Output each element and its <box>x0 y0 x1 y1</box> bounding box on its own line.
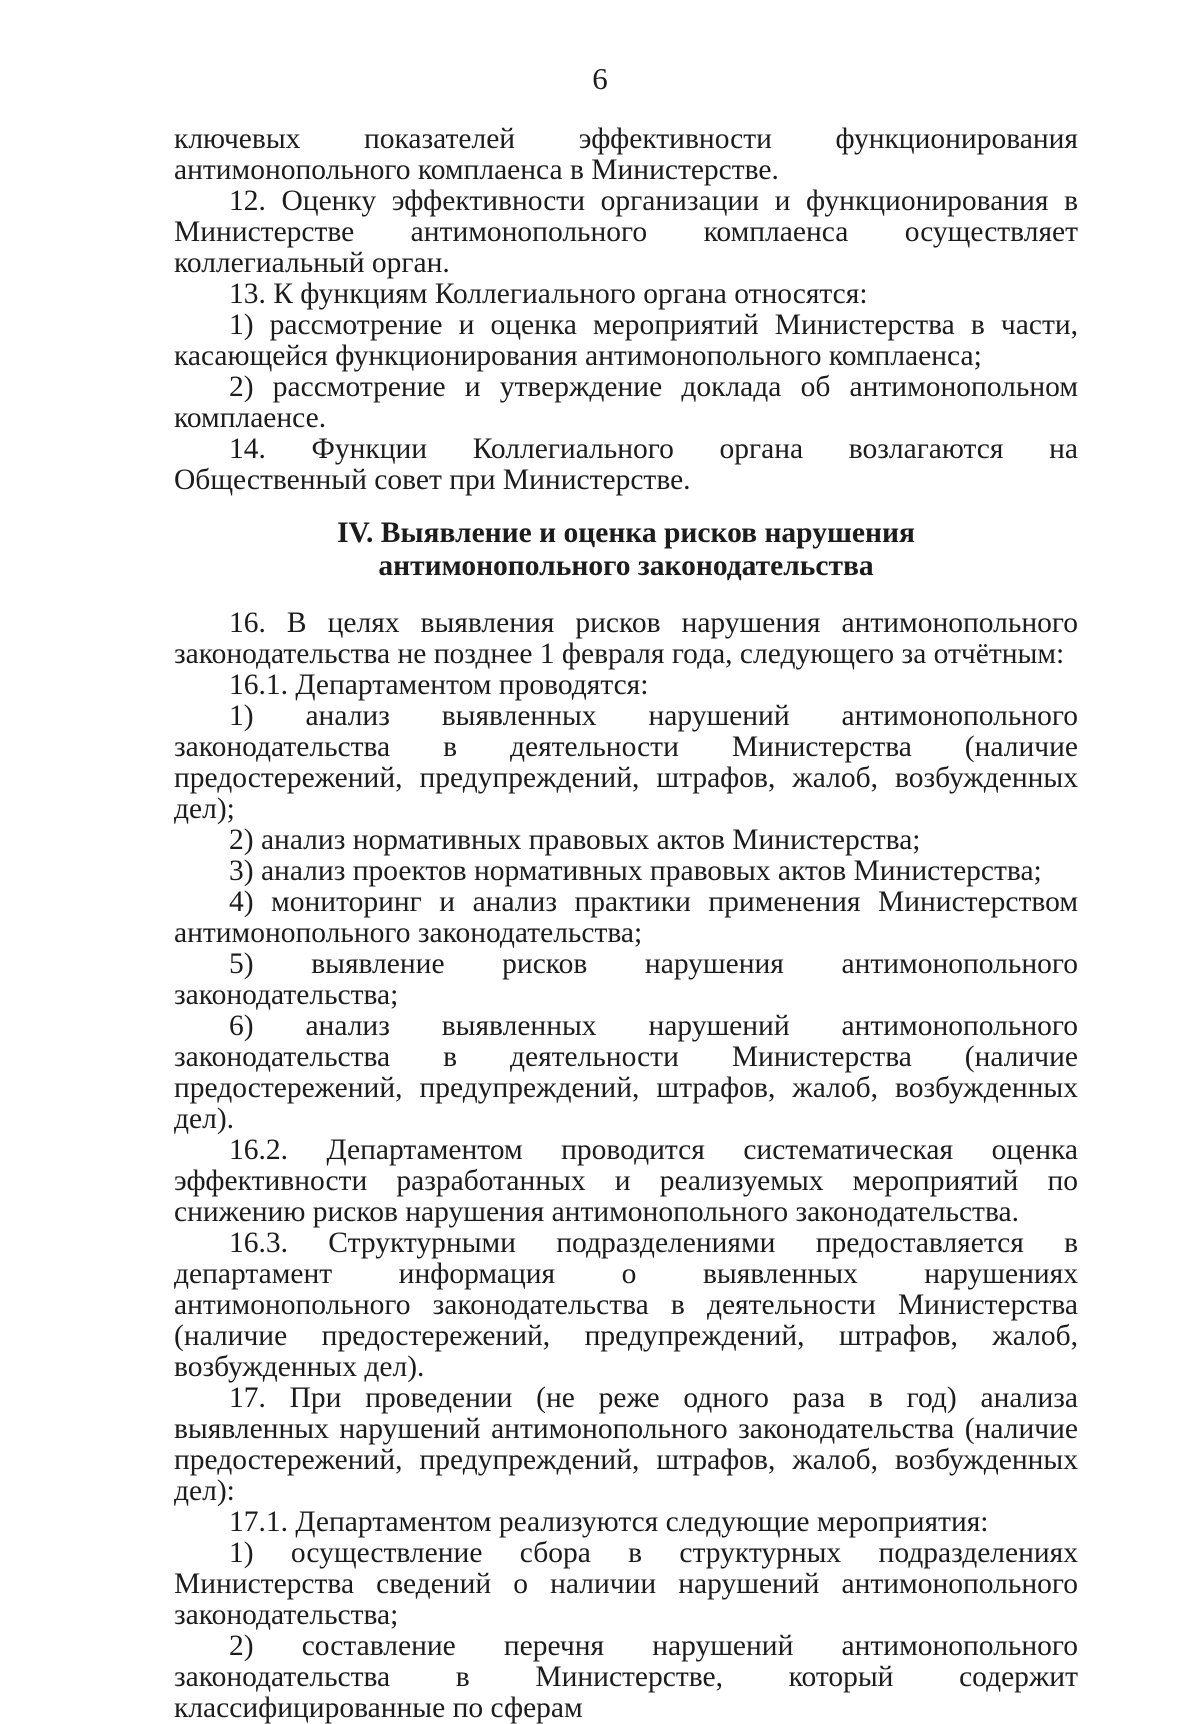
text-block-top <box>174 124 1078 496</box>
paragraph-16-1-item-4: 4) мониторинг и анализ практики применения Министерством антимонопольного законодательства; <box>174 886 1078 949</box>
paragraph-16-1: 16.1. Департаментом проводятся: <box>229 669 649 701</box>
paragraph-16-1-item-3: 3) анализ проектов нормативных правовых актов Министерства; <box>229 855 1042 887</box>
page-number: 6 <box>592 61 608 96</box>
paragraph-16-2: 16.2. Департаментом проводится систематическая оценка эффективности разработанных и реализуемых мероприятий по снижению рисков нарушения антимонопольного законодательства. <box>174 1134 1078 1228</box>
paragraph-16: 16. В целях выявления рисков нарушения антимонопольного законодательства не позднее 1 февраля года, следующего за отчётным: <box>174 607 1078 670</box>
paragraph-16-1-item-2: 2) анализ нормативных правовых актов Министерства; <box>229 824 921 856</box>
section-heading-line-2: антимонопольного законодательства <box>378 550 874 582</box>
paragraph-17-1-item-1: 1) осуществление сбора в структурных подразделениях Министерства сведений о наличии нарушений антимонопольного законодательства; <box>174 1537 1078 1631</box>
paragraph-16-1-item-1: 1) анализ выявленных нарушений антимонопольного законодательства в деятельности Министерства (наличие предостережений, предупреждений, штрафов, жалоб, возбужденных дел); <box>174 700 1078 825</box>
paragraph-17-1-item-2: 2) составление перечня нарушений антимонопольного законодательства в Министерстве, который содержит классифицированные по сферам <box>174 1630 1078 1724</box>
paragraph-12: 12. Оценку эффективности организации и функционирования в Министерстве антимонопольного комплаенса осуществляет коллегиальный орган. <box>174 185 1078 279</box>
paragraph-16-3: 16.3. Структурными подразделениями предоставляется в департамент информация о выявленных нарушениях антимонопольного законодательства в деятельности Министерства (наличие предостережений, предупреждений, штрафов, жалоб, возбужденных дел). <box>174 1227 1078 1383</box>
paragraph-13-item-1: 1) рассмотрение и оценка мероприятий Министерства в части, касающейся функционирования антимонопольного комплаенса; <box>174 309 1078 372</box>
paragraph-13: 13. К функциям Коллегиального органа относятся: <box>229 278 868 310</box>
paragraph-13-item-2: 2) рассмотрение и утверждение доклада об антимонопольном комплаенсе. <box>174 371 1078 434</box>
paragraph-17: 17. При проведении (не реже одного раза в год) анализа выявленных нарушений антимонопольного законодательства (наличие предостережений, предупреждений, штрафов, жалоб, возбужденных дел): <box>174 1382 1078 1507</box>
paragraph-16-1-item-5: 5) выявление рисков нарушения антимонопольного законодательства; <box>174 948 1078 1011</box>
paragraph-17-1: 17.1. Департаментом реализуются следующие мероприятия: <box>229 1506 989 1538</box>
section-heading-line-1: IV. Выявление и оценка рисков нарушения <box>337 517 915 549</box>
section-heading <box>174 517 1078 583</box>
paragraph-16-1-item-6: 6) анализ выявленных нарушений антимонопольного законодательства в деятельности Министерства (наличие предостережений, предупреждений, штрафов, жалоб, возбужденных дел). <box>174 1010 1078 1135</box>
paragraph-14: 14. Функции Коллегиального органа возлагаются на Общественный совет при Министерстве. <box>174 433 1078 496</box>
paragraph-continuation: ключевых показателей эффективности функционирования антимонопольного комплаенса в Министерстве. <box>174 123 1078 186</box>
text-block-bottom <box>174 608 1078 1724</box>
